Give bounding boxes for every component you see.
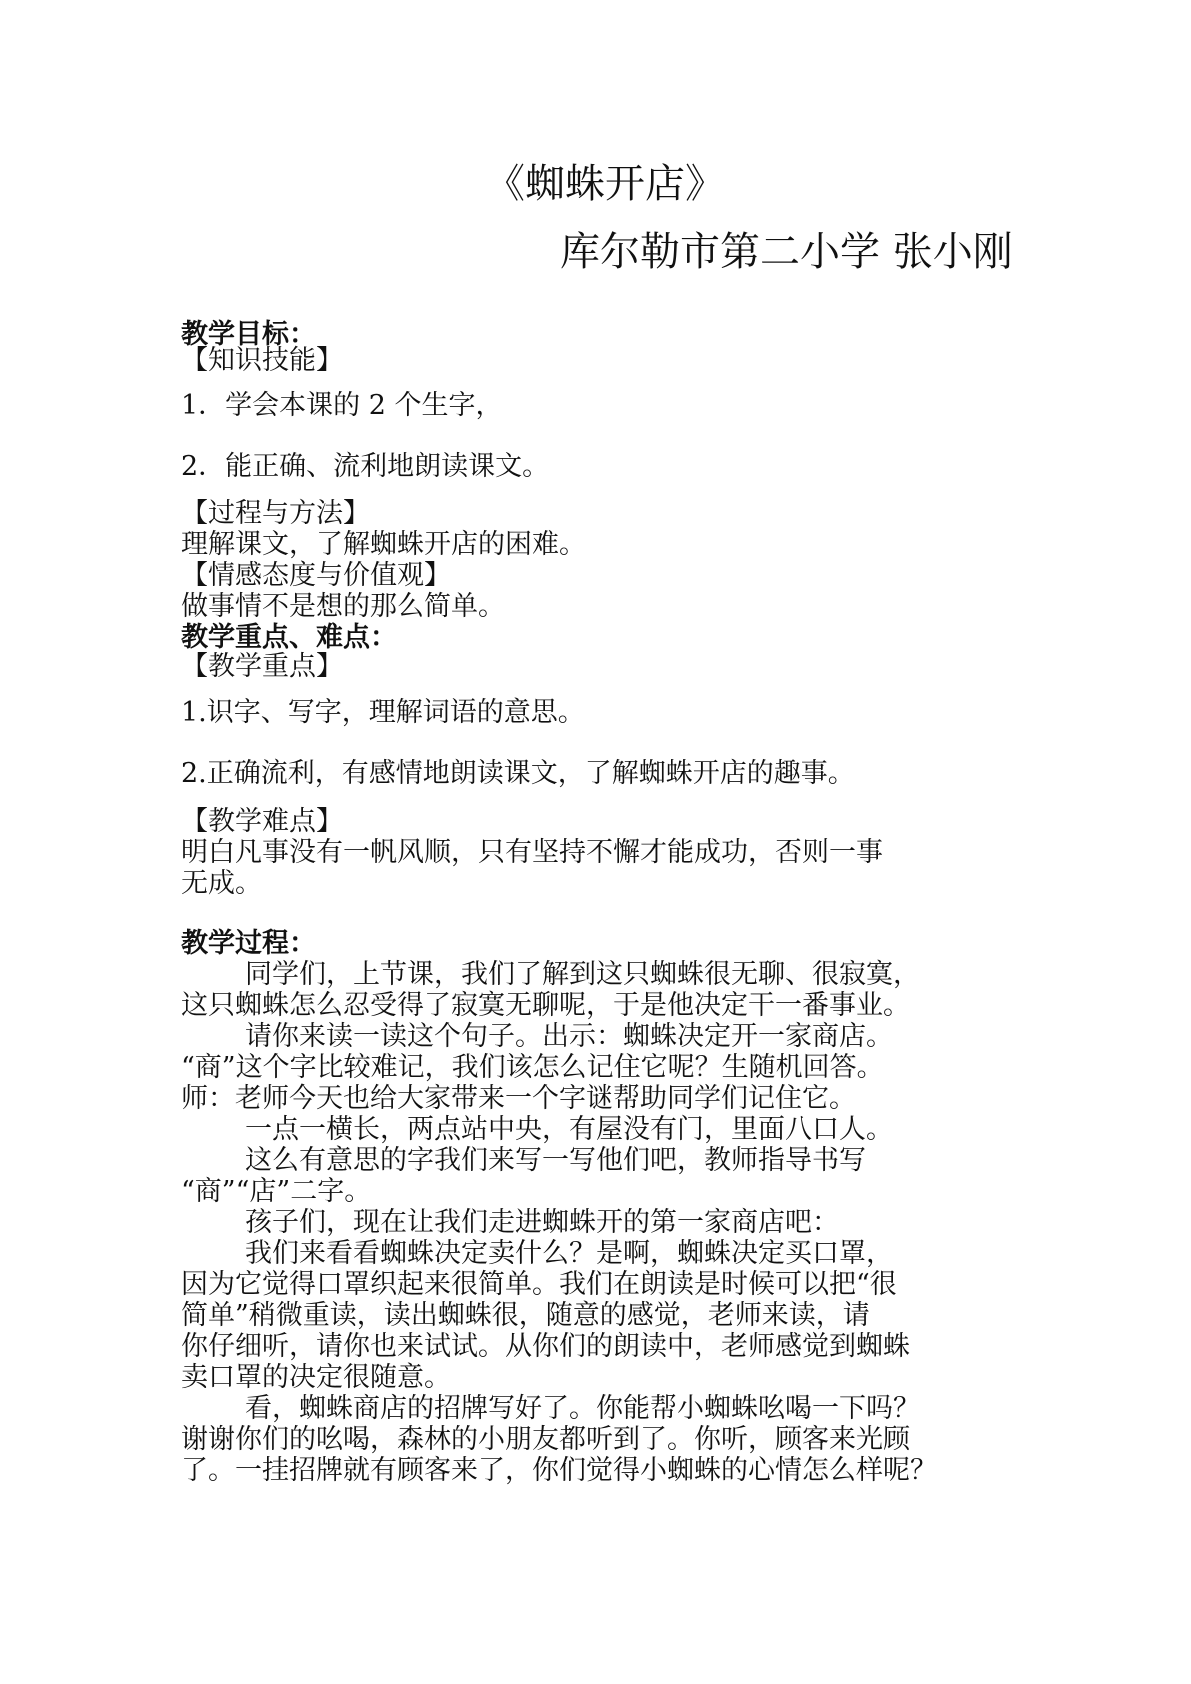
author-line: 库尔勒市第二小学 张小刚 (560, 229, 1013, 275)
emotion-text: 做事情不是想的那么简单。 (181, 591, 505, 622)
focus-item: 2.正确流利，有感情地朗读课文，了解蜘蛛开店的趣事。 (181, 758, 855, 789)
process-paragraph-line: 因为它觉得口罩织起来很简单。我们在朗读是时候可以把“很 (181, 1269, 897, 1300)
process-paragraph-line: 请你来读一读这个句子。出示：蜘蛛决定开一家商店。 (245, 1021, 893, 1052)
process-paragraph-line: 我们来看看蜘蛛决定卖什么？是啊，蜘蛛决定买口罩， (245, 1238, 893, 1269)
process-paragraph-line: 师：老师今天也给大家带来一个字谜帮助同学们记住它。 (181, 1083, 856, 1114)
document-title: 《蜘蛛开店》 (485, 161, 725, 207)
process-paragraph-line: 你仔细听，请你也来试试。从你们的朗读中，老师感觉到蜘蛛 (181, 1331, 910, 1362)
process-paragraph-line: 同学们，上节课，我们了解到这只蜘蛛很无聊、很寂寞， (245, 959, 920, 990)
process-paragraph-line: 一点一横长，两点站中央，有屋没有门，里面八口人。 (245, 1114, 893, 1145)
goals-heading: 教学目标： (181, 319, 316, 350)
difficulty-text-line: 明白凡事没有一帆风顺，只有坚持不懈才能成功，否则一事 (181, 837, 883, 868)
process-paragraph-line: 这么有意思的字我们来写一写他们吧，教师指导书写 (245, 1145, 866, 1176)
process-paragraph-line: 谢谢你们的吆喝，森林的小朋友都听到了。你听，顾客来光顾 (181, 1424, 910, 1455)
focus-item: 1.识字、写字，理解词语的意思。 (181, 697, 585, 728)
process-label: 【过程与方法】 (181, 498, 370, 529)
process-paragraph-line: 这只蜘蛛怎么忍受得了寂寞无聊呢，于是他决定干一番事业。 (181, 990, 910, 1021)
process-text: 理解课文，了解蜘蛛开店的困难。 (181, 529, 586, 560)
process-paragraph-line: 了。一挂招牌就有顾客来了，你们觉得小蜘蛛的心情怎么样呢？ (181, 1455, 937, 1486)
process-heading: 教学过程： (181, 928, 316, 959)
focus-label: 【教学重点】 (181, 651, 343, 682)
process-paragraph-line: 简单”稍微重读，读出蜘蛛很，随意的感觉，老师来读，请 (181, 1300, 870, 1331)
difficulty-text-line: 无成。 (181, 868, 262, 899)
process-paragraph-line: 看，蜘蛛商店的招牌写好了。你能帮小蜘蛛吆喝一下吗？ (245, 1393, 920, 1424)
key-points-heading: 教学重点、难点： (181, 622, 397, 653)
process-paragraph-line: 孩子们，现在让我们走进蜘蛛开的第一家商店吧： (245, 1207, 839, 1238)
process-paragraph-line: “商”“店”二字。 (181, 1176, 372, 1207)
knowledge-item: 2．能正确、流利地朗读课文。 (181, 451, 550, 482)
process-paragraph-line: 卖口罩的决定很随意。 (181, 1362, 451, 1393)
knowledge-item: 1．学会本课的 2 个生字， (181, 390, 503, 421)
difficulty-label: 【教学难点】 (181, 806, 343, 837)
knowledge-label: 【知识技能】 (181, 345, 343, 376)
process-paragraph-line: “商”这个字比较难记，我们该怎么记住它呢？生随机回答。 (181, 1052, 884, 1083)
emotion-label: 【情感态度与价值观】 (181, 560, 451, 591)
